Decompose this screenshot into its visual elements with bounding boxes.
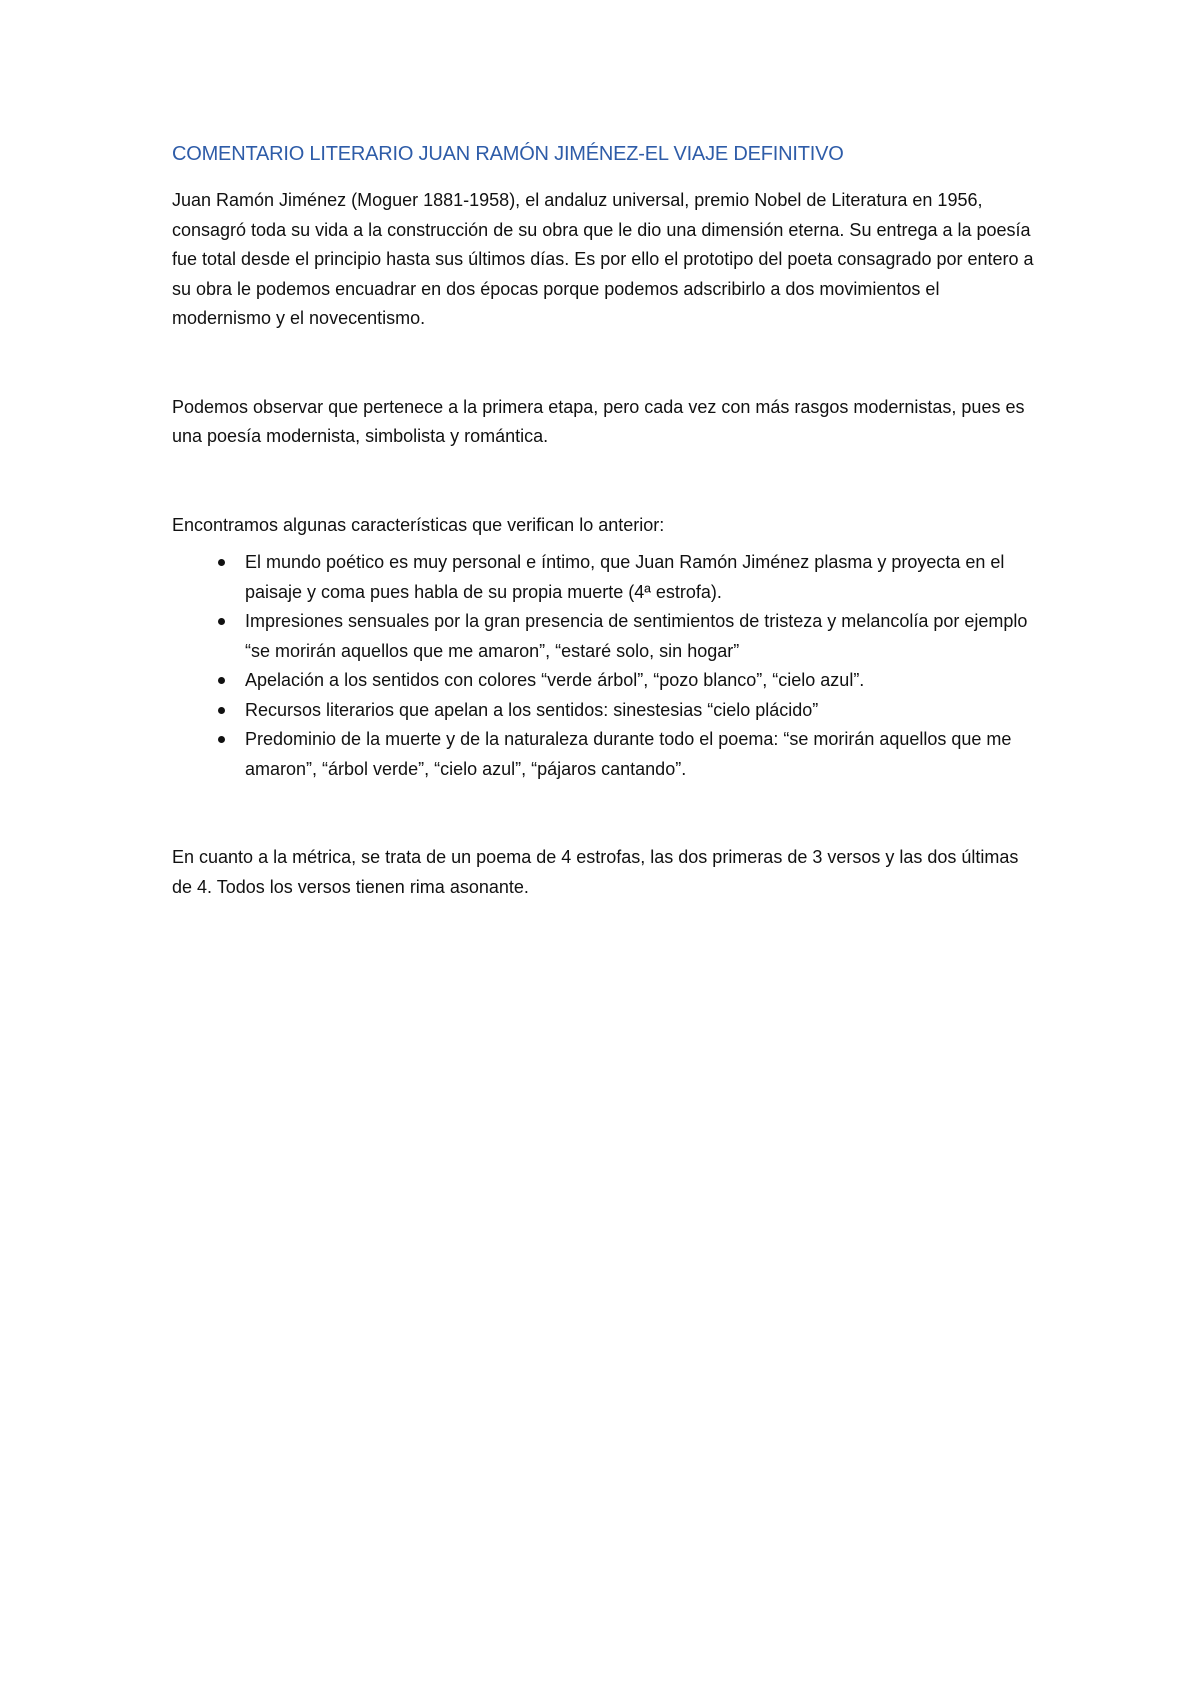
bullet-icon (218, 677, 225, 684)
document-title: COMENTARIO LITERARIO JUAN RAMÓN JIMÉNEZ-EL VIAJE DEFINITIVO (172, 143, 844, 165)
list-item-text: Recursos literarios que apelan a los sentidos: sinestesias “cielo plácido” (245, 699, 819, 720)
list-item-text: Apelación a los sentidos con colores “verde árbol”, “pozo blanco”, “cielo azul”. (245, 670, 865, 690)
paragraph-caracteristicas: Encontramos algunas características que verifican lo anterior: (172, 514, 665, 535)
list-item-text: El mundo poético es muy personal e íntimo, que Juan Ramón Jiménez plasma y proyecta en el paisaje y coma pues habla de su propia muerte (4ª estrofa). (245, 552, 1005, 602)
list-item (172, 696, 1042, 726)
characteristics-list (172, 548, 1042, 784)
list-item (172, 548, 1042, 607)
paragraph-intro: Juan Ramón Jiménez (Moguer 1881-1958), el andaluz universal, premio Nobel de Literatura en 1956, consagró toda su vida a la construcción de su obra que le dio una dimensión eterna. Su entrega a la poesía fue total desde el principio hasta sus últimos días. Es por ello el prototipo del poeta consagrado por entero a su obra le podemos encuadrar en dos épocas porque podemos adscribirlo a dos movimientos el modernismo y el novecentismo. (172, 190, 1034, 328)
paragraph-metrica: En cuanto a la métrica, se trata de un poema de 4 estrofas, las dos primeras de 3 versos y las dos últimas de 4. Todos los versos tienen rima asonante. (172, 847, 1019, 897)
list-item-text: Predominio de la muerte y de la naturaleza durante todo el poema: “se morirán aquellos que me amaron”, “árbol verde”, “cielo azul”, “pájaros cantando”. (245, 729, 1012, 779)
bullet-icon (218, 707, 225, 714)
paragraph-etapa: Podemos observar que pertenece a la primera etapa, pero cada vez con más rasgos modernistas, pues es una poesía modernista, simbolista y romántica. (172, 396, 1025, 446)
list-item (172, 607, 1042, 666)
list-item (172, 666, 1042, 696)
bullet-icon (218, 618, 225, 625)
bullet-icon (218, 559, 225, 566)
list-item-text: Impresiones sensuales por la gran presencia de sentimientos de tristeza y melancolía por ejemplo “se morirán aquellos que me amaron”, “estaré solo, sin hogar” (245, 611, 1028, 661)
list-item (172, 725, 1042, 784)
document-body (172, 140, 1042, 902)
bullet-icon (218, 736, 225, 743)
